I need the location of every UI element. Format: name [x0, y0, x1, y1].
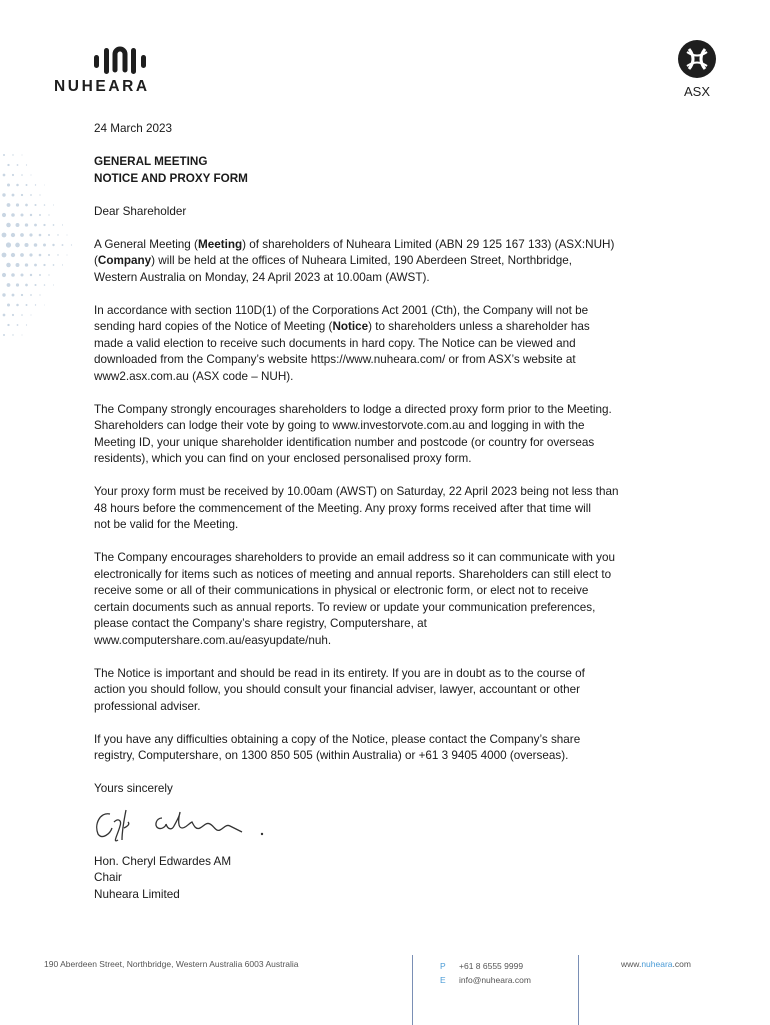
decorative-dot	[3, 334, 5, 336]
decorative-dot	[39, 274, 41, 276]
footer-email[interactable]: info@nuheara.com	[459, 975, 531, 985]
decorative-dot	[2, 293, 5, 296]
text-run: made a valid election to receive such documents in hard copy. The Notice can be viewed and	[94, 336, 576, 350]
decorative-dot	[30, 294, 32, 296]
text-line: Shareholders can lodge their vote by going to www.investorvote.com.au and logging in with the	[94, 419, 585, 432]
signatory-name: Hon. Cheryl Edwardes AM	[94, 854, 232, 868]
decorative-dot	[39, 234, 42, 237]
decorative-dot	[17, 164, 19, 166]
decorative-dot	[53, 224, 55, 226]
decorative-dot	[6, 223, 10, 227]
footer-contact	[440, 959, 531, 987]
decorative-dot	[11, 213, 15, 217]
text-line: www.computershare.com.au/easyupdate/nuh.	[94, 633, 332, 647]
decorative-dot	[11, 253, 15, 257]
decorative-dot	[39, 294, 40, 295]
decorative-dot	[57, 254, 58, 255]
decorative-dot	[2, 253, 7, 258]
decorative-dot	[7, 183, 10, 186]
text-line: electronically for items such as notices of meeting and annual reports. Shareholders can still elect to	[94, 567, 612, 581]
decorative-dot	[25, 223, 28, 226]
decorative-dot-pattern	[0, 150, 95, 340]
decorative-dot	[44, 204, 46, 206]
decorative-dot	[29, 253, 32, 256]
decorative-dot	[12, 194, 15, 197]
signatory-title: Chair	[94, 871, 122, 884]
decorative-dot	[44, 185, 45, 186]
decorative-dot	[16, 283, 19, 286]
decorative-dot	[3, 174, 6, 177]
letter-date: 24 March 2023	[94, 122, 172, 135]
text-run: Western Australia on Monday, 24 April 2023 at 10.00am (AWST).	[94, 270, 430, 284]
text-line: The Company encourages shareholders to provide an email address so it can communicate with you	[94, 551, 616, 564]
decorative-dot	[35, 304, 36, 305]
decorative-dot	[34, 284, 36, 286]
decorative-dot	[7, 164, 9, 166]
text-run: ) will be held at the offices of Nuheara Limited, 190 Aberdeen Street, Northbridge,	[151, 254, 572, 267]
decorative-dot	[26, 164, 27, 165]
decorative-dot	[35, 184, 36, 185]
text-line: Meeting ID, your unique shareholder identification number and postcode (or country for overseas	[94, 435, 595, 449]
decorative-dot	[12, 314, 14, 316]
text-run: www2.asx.com.au (ASX code – NUH).	[94, 369, 294, 383]
text-line: Your proxy form must be received by 10.00am (AWST) on Saturday, 22 April 2023 being not less than	[94, 485, 619, 498]
text-line: If you have any difficulties obtaining a copy of the Notice, please contact the Company’s share	[94, 732, 581, 746]
defined-term: Meeting	[197, 237, 243, 251]
decorative-dot	[11, 233, 15, 237]
footer-divider	[412, 955, 413, 1025]
nuheara-logo-text: NUHEARA	[54, 78, 150, 95]
defined-term: Company	[97, 254, 152, 267]
decorative-dot	[25, 263, 28, 266]
decorative-dot	[2, 233, 7, 238]
nuheara-logo-mark-icon	[94, 44, 156, 74]
text-line: residents), which you can find on your enclosed personalised proxy form.	[94, 452, 472, 465]
decorative-dot	[16, 203, 19, 206]
text-run: downloaded from the Company’s website https://www.nuheara.com/ or from ASX’s website at	[94, 353, 576, 366]
decorative-dot	[48, 274, 49, 275]
heading-line-2: NOTICE AND PROXY FORM	[94, 171, 248, 185]
decorative-dot	[34, 204, 36, 206]
decorative-dot	[48, 254, 50, 256]
decorative-dot	[30, 314, 31, 315]
text-run: (	[94, 254, 98, 267]
text-line: action you should follow, you should consult your financial adviser, lawyer, accountant or other	[94, 683, 580, 696]
heading-line-1: GENERAL MEETING	[94, 155, 208, 168]
text-line: 48 hours before the commencement of the Meeting. Any proxy forms received after that time will	[94, 501, 591, 515]
nuheara-logo	[54, 44, 204, 96]
decorative-dot	[53, 285, 54, 286]
decorative-dot	[62, 224, 63, 225]
decorative-dot	[7, 283, 11, 287]
text-line: The Notice is important and should be read in its entirety. If you are in doubt as to the course of	[94, 666, 585, 680]
decorative-dot	[11, 273, 15, 277]
closing: Yours sincerely	[94, 782, 173, 795]
decorative-dot	[7, 324, 9, 326]
paragraph-communications	[94, 550, 684, 649]
decorative-dot	[16, 304, 19, 307]
decorative-dot	[34, 243, 38, 247]
text-run: ) of shareholders of Nuheara Limited (ABN 29 125 167 133) (ASX:NUH)	[242, 237, 615, 251]
decorative-dot	[53, 205, 54, 206]
footer-address: 190 Aberdeen Street, Northbridge, Western Australia 6003 Australia	[44, 959, 299, 969]
decorative-dot	[22, 335, 23, 336]
decorative-dot	[25, 204, 28, 207]
decorative-dot	[2, 213, 6, 217]
decorative-dot	[44, 284, 46, 286]
defined-term: Notice	[332, 320, 369, 333]
letter-body	[94, 121, 684, 920]
decorative-dot	[62, 244, 64, 246]
decorative-dot	[39, 194, 40, 195]
decorative-dot	[6, 242, 11, 247]
decorative-dot	[16, 263, 20, 267]
decorative-dot	[22, 155, 23, 156]
decorative-dot	[16, 184, 19, 187]
decorative-dot	[26, 324, 27, 325]
decorative-dot	[43, 264, 45, 266]
footer	[0, 955, 770, 1025]
decorative-dot	[48, 234, 50, 236]
web-prefix: www.	[621, 959, 642, 969]
decorative-dot	[3, 314, 6, 317]
text-line: registry, Computershare, on 1300 850 505 (within Australia) or +61 3 9405 4000 (overseas).	[94, 749, 569, 762]
decorative-dot	[39, 214, 41, 216]
decorative-dot	[30, 194, 32, 196]
decorative-dot	[30, 274, 32, 276]
decorative-dot	[2, 193, 5, 196]
decorative-dot	[15, 243, 20, 248]
decorative-dot	[20, 213, 23, 216]
text-line: please contact the Company’s share registry, Computershare, at	[94, 617, 427, 630]
text-line: certain documents such as annual reports. To review or update your communication preferences,	[94, 600, 596, 614]
decorative-dot	[17, 324, 19, 326]
decorative-dot	[12, 174, 14, 176]
phone-label: P	[440, 961, 446, 971]
text-line: The Company strongly encourages shareholders to lodge a directed proxy form prior to the Meeting.	[94, 402, 612, 416]
signatory-company: Nuheara Limited	[94, 887, 180, 901]
text-line: professional adviser.	[94, 699, 201, 713]
footer-website[interactable]	[621, 959, 691, 969]
decorative-dot	[6, 263, 10, 267]
decorative-dot	[25, 284, 28, 287]
decorative-dot	[12, 294, 15, 297]
decorative-dot	[21, 194, 23, 196]
decorative-dot	[7, 203, 11, 207]
decorative-dot	[52, 244, 54, 246]
paragraph-difficulties	[94, 732, 684, 765]
asx-emblem-icon	[677, 39, 717, 79]
decorative-dot	[48, 214, 49, 215]
text-run: sending hard copies of the Notice of Meeting (	[94, 320, 333, 333]
paragraph-proxy-deadline	[94, 484, 684, 534]
decorative-dot	[12, 334, 13, 335]
footer-divider	[578, 955, 579, 1025]
letter-heading	[94, 154, 684, 187]
decorative-dot	[62, 264, 63, 265]
decorative-dot	[16, 223, 20, 227]
signatory-block	[94, 854, 684, 904]
decorative-dot	[34, 264, 37, 267]
decorative-dot	[2, 273, 6, 277]
footer-phone: +61 8 6555 9999	[459, 961, 524, 971]
text-run: ) to shareholders unless a shareholder has	[368, 320, 590, 333]
text-line: not be valid for the Meeting.	[94, 518, 239, 531]
decorative-dot	[71, 244, 72, 245]
decorative-dot	[12, 154, 13, 155]
decorative-dot	[30, 174, 31, 175]
decorative-dot	[21, 294, 23, 296]
asx-logo-text: ASX	[683, 84, 710, 99]
text-line: receive some or all of their communications in physical or electronic form, or elect not to receive	[94, 584, 589, 597]
decorative-dot	[20, 253, 24, 257]
decorative-dot	[26, 304, 28, 306]
decorative-dot	[43, 244, 46, 247]
decorative-dot	[39, 254, 42, 257]
decorative-dot	[53, 264, 55, 266]
decorative-dot	[3, 154, 5, 156]
text-run: In accordance with section 110D(1) of the Corporations Act 2001 (Cth), the Company will not be	[94, 303, 589, 317]
decorative-dot	[7, 303, 10, 306]
text-run: A General Meeting (	[94, 237, 198, 251]
decorative-dot	[34, 224, 37, 227]
paragraph-important	[94, 666, 684, 716]
email-label: E	[440, 975, 446, 985]
paragraph-meeting	[94, 237, 684, 287]
decorative-dot	[44, 305, 45, 306]
decorative-dot	[67, 235, 68, 236]
decorative-dot	[20, 233, 24, 237]
decorative-dot	[43, 224, 45, 226]
paragraph-proxy-lodgement	[94, 402, 684, 468]
decorative-dot	[67, 255, 68, 256]
salutation: Dear Shareholder	[94, 204, 187, 218]
decorative-dot	[24, 243, 28, 247]
asx-logo	[674, 39, 720, 98]
signature	[92, 804, 272, 846]
decorative-dot	[21, 174, 23, 176]
web-accent: nuheara	[641, 959, 673, 969]
decorative-dot	[20, 273, 23, 276]
decorative-dot	[57, 234, 58, 235]
decorative-dot	[26, 184, 28, 186]
decorative-dot	[21, 314, 23, 316]
paragraph-notice	[94, 303, 684, 386]
web-suffix: .com	[672, 959, 691, 969]
decorative-dot	[30, 214, 32, 216]
decorative-dot	[29, 233, 32, 236]
